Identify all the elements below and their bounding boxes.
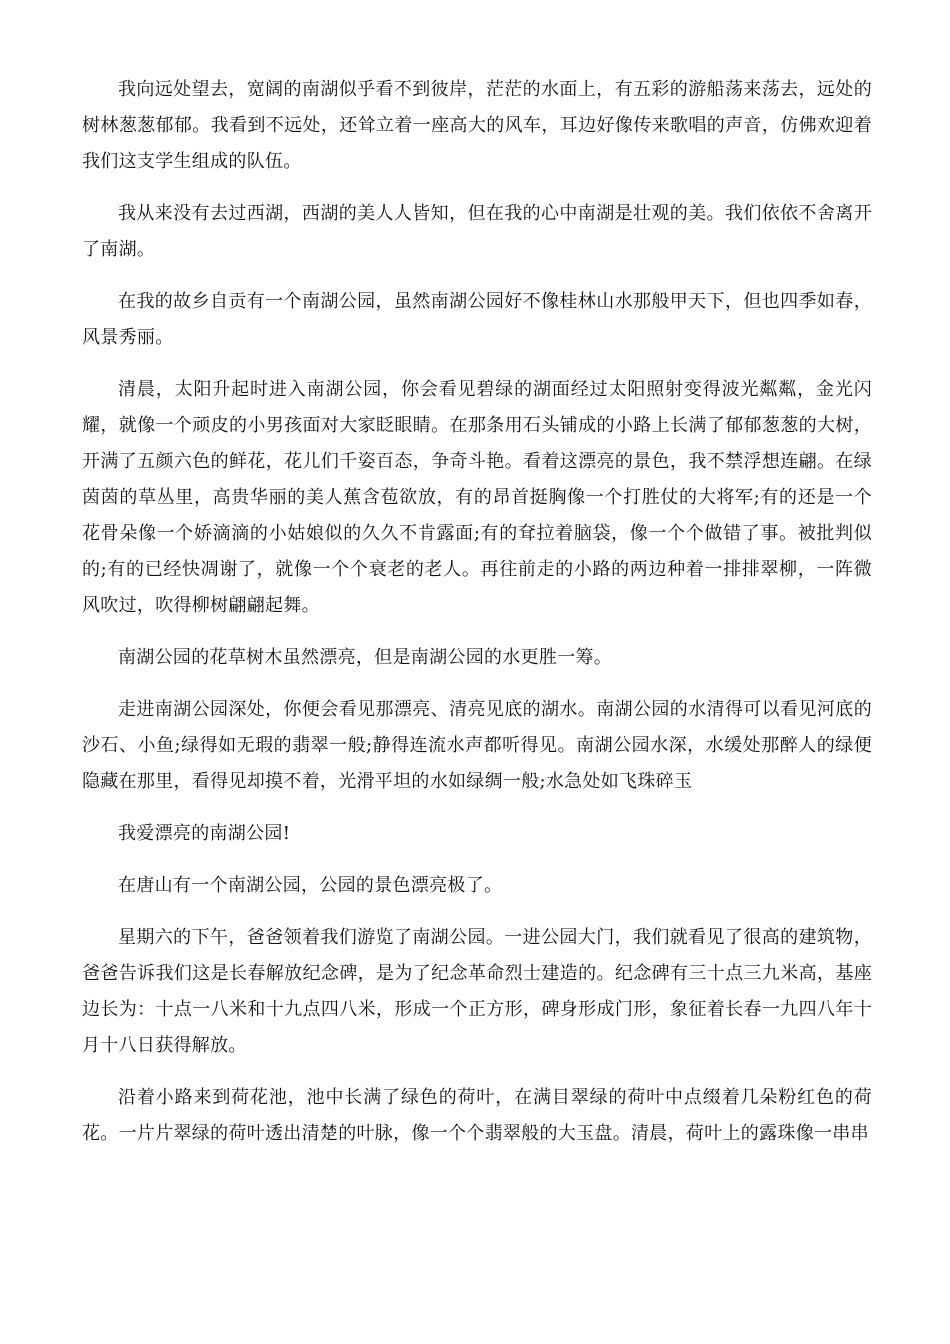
paragraph: 沿着小路来到荷花池，池中长满了绿色的荷叶，在满目翠绿的荷叶中点缀着几朵粉红色的荷花。一片片翠绿的荷叶透出清楚的叶脉，像一个个翡翠般的大玉盘。清晨，荷叶上的露珠像一串串 — [82, 1087, 872, 1144]
paragraph: 星期六的下午，爸爸领着我们游览了南湖公园。一进公园大门，我们就看见了很高的建筑物，爸爸告诉我们这是长春解放纪念碑，是为了纪念革命烈士建造的。纪念碑有三十点三九米高，基座边长为：十点一八米和十九点四八米，形成一个正方形，碑身形成门形，象征着长春一九四八年十月十八日获得解放。 — [82, 927, 872, 1056]
paragraph: 走进南湖公园深处，你便会看见那漂亮、清亮见底的湖水。南湖公园的水清得可以看见河底的沙石、小鱼;绿得如无瑕的翡翠一般;静得连流水声都听得见。南湖公园水深，水缓处那醉人的绿便隐藏在那里，看得见却摸不着，光滑平坦的水如绿绸一般;水急处如飞珠碎玉 — [82, 699, 872, 792]
paragraph: 清晨，太阳升起时进入南湖公园，你会看见碧绿的湖面经过太阳照射变得波光粼粼，金光闪耀，就像一个顽皮的小男孩面对大家眨眼睛。在那条用石头铺成的小路上长满了郁郁葱葱的大树，开满了五颜六色的鲜花，花儿们千姿百态，争奇斗艳。看着这漂亮的景色，我不禁浮想连翩。在绿茵茵的草丛里，高贵华丽的美人蕉含苞欲放，有的昂首挺胸像一个打胜仗的大将军;有的还是一个花骨朵像一个娇滴滴的小姑娘似的久久不肯露面;有的耷拉着脑袋，像一个个做错了事。被批判似的;有的已经快凋谢了，就像一个个衰老的老人。再往前走的小路的两边种着一排排翠柳，一阵微风吹过，吹得柳树翩翩起舞。 — [82, 379, 872, 616]
paragraph: 我向远处望去，宽阔的南湖似乎看不到彼岸，茫茫的水面上，有五彩的游船荡来荡去，远处的树林葱葱郁郁。我看到不远处，还耸立着一座高大的风车，耳边好像传来歌唱的声音，仿佛欢迎着我们这支学生组成的队伍。 — [82, 79, 872, 172]
paragraph: 我从来没有去过西湖，西湖的美人人皆知，但在我的心中南湖是壮观的美。我们依依不舍离开了南湖。 — [82, 203, 872, 260]
document-page — [82, 72, 872, 1168]
paragraph: 在唐山有一个南湖公园，公园的景色漂亮极了。 — [118, 875, 503, 896]
paragraph: 在我的故乡自贡有一个南湖公园，虽然南湖公园好不像桂林山水那般甲天下，但也四季如春，风景秀丽。 — [82, 291, 872, 348]
paragraph: 南湖公园的花草树木虽然漂亮，但是南湖公园的水更胜一筹。 — [118, 647, 613, 668]
paragraph: 我爱漂亮的南湖公园! — [118, 823, 291, 844]
